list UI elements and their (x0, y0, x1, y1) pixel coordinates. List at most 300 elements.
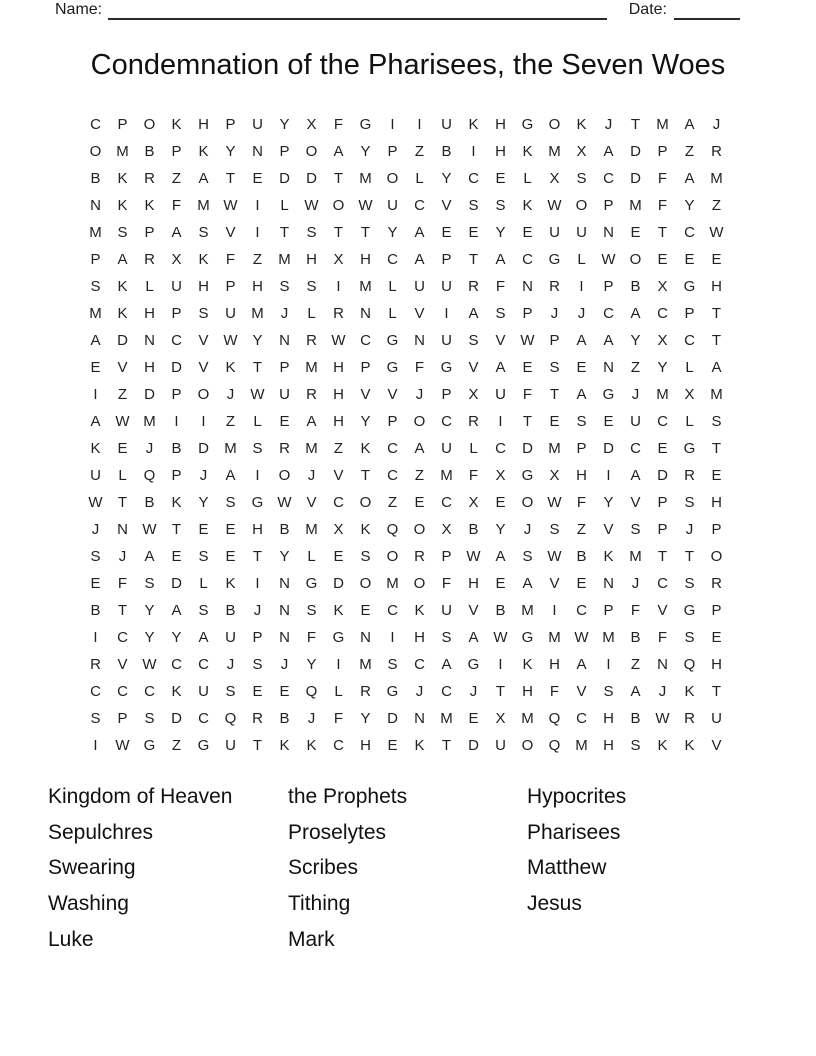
grid-letter: C (684, 224, 695, 241)
grid-letter: P (117, 710, 128, 727)
grid-letter: B (468, 521, 479, 538)
word-list-item: Scribes (288, 856, 359, 880)
grid-letter: B (495, 602, 506, 619)
grid-letter: S (306, 602, 317, 619)
grid-letter: R (711, 143, 722, 160)
grid-letter: E (711, 251, 722, 268)
grid-letter: P (225, 116, 236, 133)
grid-letter: U (576, 224, 587, 241)
grid-letter: M (386, 575, 399, 592)
grid-letter: A (414, 251, 425, 268)
grid-letter: M (359, 170, 372, 187)
grid-letter: N (279, 602, 290, 619)
grid-letter: E (495, 494, 506, 511)
grid-letter: E (252, 683, 263, 700)
grid-letter: S (117, 224, 128, 241)
grid-letter: V (306, 494, 317, 511)
grid-letter: Z (576, 521, 587, 538)
grid-letter: R (414, 548, 425, 565)
grid-letter: M (359, 278, 372, 295)
grid-letter: W (304, 197, 319, 214)
grid-letter: E (225, 521, 236, 538)
grid-letter: W (142, 656, 157, 673)
grid-letter: C (387, 440, 398, 457)
grid-letter: F (306, 629, 317, 646)
grid-letter: F (468, 467, 479, 484)
grid-letter: V (630, 494, 641, 511)
grid-letter: A (198, 629, 209, 646)
grid-letter: P (603, 278, 614, 295)
grid-letter: O (413, 521, 426, 538)
grid-letter: A (576, 386, 587, 403)
grid-letter: W (493, 629, 508, 646)
grid-letter: K (306, 737, 317, 754)
grid-letter: T (657, 548, 668, 565)
grid-letter: Y (441, 170, 452, 187)
grid-letter: G (251, 494, 264, 511)
word-list-item: the Prophets (288, 785, 408, 808)
grid-letter: M (359, 656, 372, 673)
grid-letter: C (684, 332, 695, 349)
grid-letter: A (441, 656, 452, 673)
grid-letter: O (575, 197, 588, 214)
grid-letter: F (333, 710, 344, 727)
grid-letter: F (414, 359, 425, 376)
grid-letter: P (657, 494, 668, 511)
header (55, 0, 740, 20)
word-list (48, 779, 796, 958)
grid-letter: U (711, 710, 722, 727)
grid-letter: V (117, 359, 128, 376)
grid-letter: C (387, 251, 398, 268)
grid-letter: L (118, 467, 127, 484)
grid-letter: F (117, 575, 128, 592)
grid-letter: O (386, 548, 399, 565)
grid-letter: C (387, 467, 398, 484)
grid-letter: U (414, 278, 425, 295)
grid-letter: I (579, 278, 584, 295)
grid-letter: I (417, 116, 422, 133)
grid-letter: C (657, 413, 668, 430)
grid-letter: V (333, 467, 344, 484)
grid-letter: K (333, 602, 344, 619)
grid-letter: M (89, 224, 102, 241)
grid-letter: F (630, 602, 641, 619)
grid-letter: D (171, 359, 182, 376)
grid-letter: A (630, 467, 641, 484)
grid-letter: R (468, 278, 479, 295)
grid-letter: T (522, 413, 533, 430)
grid-letter: C (576, 602, 587, 619)
grid-letter: V (468, 359, 479, 376)
grid-letter: A (90, 413, 101, 430)
grid-letter: J (307, 710, 316, 727)
grid-letter: K (171, 494, 182, 511)
grid-letter: F (522, 386, 533, 403)
grid-letter: D (603, 440, 614, 457)
grid-letter: P (279, 143, 290, 160)
grid-letter: A (684, 116, 695, 133)
grid-letter: B (171, 440, 182, 457)
grid-letter: L (469, 440, 478, 457)
grid-letter: H (603, 710, 614, 727)
grid-letter: S (576, 413, 587, 430)
grid-letter: A (144, 548, 155, 565)
grid-letter: M (656, 386, 669, 403)
grid-letter: C (468, 170, 479, 187)
grid-letter: V (576, 683, 587, 700)
grid-letter: T (495, 683, 506, 700)
grid-letter: P (144, 224, 155, 241)
grid-letter: V (225, 224, 236, 241)
grid-letter: Z (225, 413, 236, 430)
grid-letter: P (279, 359, 290, 376)
grid-letter: L (577, 251, 586, 268)
grid-letter: K (522, 197, 533, 214)
grid-letter: L (334, 683, 343, 700)
grid-letter: U (225, 629, 236, 646)
grid-letter: P (171, 143, 182, 160)
grid-letter: D (387, 710, 398, 727)
grid-letter: I (255, 224, 260, 241)
grid-letter: W (547, 494, 562, 511)
grid-letter: X (171, 251, 182, 268)
grid-letter: I (93, 737, 98, 754)
grid-letter: K (225, 359, 236, 376)
grid-letter: E (171, 548, 182, 565)
grid-letter: X (468, 494, 479, 511)
grid-letter: B (279, 710, 290, 727)
grid-letter: R (306, 332, 317, 349)
grid-letter: H (360, 251, 371, 268)
grid-letter: V (414, 305, 425, 322)
grid-letter: H (414, 629, 425, 646)
grid-letter: L (199, 575, 208, 592)
grid-letter: I (93, 629, 98, 646)
grid-letter: J (91, 521, 100, 538)
grid-letter: U (441, 440, 452, 457)
grid-letter: S (306, 224, 317, 241)
grid-letter: Z (252, 251, 263, 268)
grid-letter: Y (495, 224, 506, 241)
word-list-item: Hypocrites (527, 785, 627, 808)
grid-letter: K (198, 251, 209, 268)
word-list-item: Matthew (527, 856, 607, 880)
grid-letter: E (387, 737, 398, 754)
grid-letter: M (521, 710, 534, 727)
grid-letter: W (547, 197, 562, 214)
grid-letter: J (199, 467, 208, 484)
grid-letter: C (495, 440, 506, 457)
grid-letter: J (631, 575, 640, 592)
grid-letter: U (198, 683, 209, 700)
grid-letter: K (198, 143, 209, 160)
grid-letter: I (336, 278, 341, 295)
grid-letter: Q (548, 710, 561, 727)
grid-letter: M (629, 197, 642, 214)
grid-letter: R (144, 251, 155, 268)
grid-letter: K (117, 170, 128, 187)
grid-letter: R (684, 710, 695, 727)
grid-letter: P (603, 197, 614, 214)
grid-letter: M (305, 521, 318, 538)
grid-letter: X (333, 521, 344, 538)
grid-letter: S (90, 710, 101, 727)
grid-letter: S (198, 305, 209, 322)
grid-letter: H (495, 143, 506, 160)
grid-letter: C (198, 656, 209, 673)
grid-letter: N (522, 278, 533, 295)
grid-letter: R (252, 710, 263, 727)
grid-letter: E (495, 170, 506, 187)
grid-letter: C (441, 413, 452, 430)
grid-letter: M (575, 737, 588, 754)
grid-letter: Z (387, 494, 398, 511)
grid-letter: B (279, 521, 290, 538)
grid-letter: F (441, 575, 452, 592)
grid-letter: B (630, 710, 641, 727)
grid-letter: T (684, 548, 695, 565)
grid-letter: I (471, 143, 476, 160)
grid-letter: J (604, 116, 613, 133)
grid-letter: Q (548, 737, 561, 754)
grid-letter: K (414, 737, 425, 754)
grid-letter: T (711, 440, 722, 457)
grid-letter: S (360, 548, 371, 565)
grid-letter: H (603, 737, 614, 754)
grid-letter: C (387, 602, 398, 619)
grid-letter: E (90, 575, 101, 592)
grid-letter: A (495, 548, 506, 565)
grid-letter: T (225, 170, 236, 187)
grid-letter: Y (387, 224, 398, 241)
grid-letter: V (711, 737, 722, 754)
grid-letter: W (331, 332, 346, 349)
grid-letter: A (306, 413, 317, 430)
grid-letter: B (90, 170, 101, 187)
grid-letter: G (197, 737, 210, 754)
grid-letter: S (90, 548, 101, 565)
grid-letter: J (226, 386, 235, 403)
grid-letter: V (657, 602, 668, 619)
grid-letter: Y (630, 332, 641, 349)
grid-letter: T (252, 737, 263, 754)
grid-letter: P (522, 305, 533, 322)
grid-letter: H (144, 305, 155, 322)
grid-letter: F (657, 197, 668, 214)
grid-letter: E (603, 413, 614, 430)
grid-letter: N (360, 629, 371, 646)
grid-letter: T (279, 224, 290, 241)
grid-letter: R (333, 305, 344, 322)
grid-letter: N (657, 656, 668, 673)
grid-letter: J (550, 305, 559, 322)
grid-letter: S (198, 602, 209, 619)
grid-letter: D (522, 440, 533, 457)
grid-letter: U (252, 116, 263, 133)
grid-letter: W (547, 548, 562, 565)
grid-letter: M (440, 467, 453, 484)
grid-letter: Q (224, 710, 237, 727)
grid-letter: T (657, 224, 668, 241)
grid-letter: M (521, 602, 534, 619)
grid-letter: A (495, 251, 506, 268)
grid-letter: W (223, 197, 238, 214)
grid-letter: C (333, 737, 344, 754)
puzzle-title: Condemnation of the Pharisees, the Seven Woes (90, 49, 726, 81)
grid-letter: Y (657, 359, 668, 376)
grid-letter: B (630, 629, 641, 646)
grid-letter: Q (386, 521, 399, 538)
grid-letter: O (278, 467, 291, 484)
grid-letter: C (90, 116, 101, 133)
grid-letter: D (468, 737, 479, 754)
grid-letter: T (252, 359, 263, 376)
grid-letter: P (657, 521, 668, 538)
grid-letter: H (549, 656, 560, 673)
grid-letter: H (333, 359, 344, 376)
grid-letter: A (171, 224, 182, 241)
grid-letter: L (685, 413, 694, 430)
grid-letter: J (307, 467, 316, 484)
grid-letter: P (711, 521, 722, 538)
grid-letter: A (414, 440, 425, 457)
grid-letter: W (277, 494, 292, 511)
grid-letter: R (360, 683, 371, 700)
grid-letter: O (521, 494, 534, 511)
grid-letter: I (390, 629, 395, 646)
grid-letter: K (117, 305, 128, 322)
grid-letter: V (603, 521, 614, 538)
grid-letter: S (549, 521, 560, 538)
grid-letter: E (252, 170, 263, 187)
grid-letter: K (90, 440, 101, 457)
grid-letter: K (171, 683, 182, 700)
grid-letter: X (549, 170, 560, 187)
grid-letter: Y (252, 332, 263, 349)
grid-letter: A (171, 602, 182, 619)
grid-letter: T (441, 737, 452, 754)
grid-letter: R (306, 386, 317, 403)
grid-letter: E (198, 521, 209, 538)
grid-letter: K (468, 116, 479, 133)
grid-letter: R (90, 656, 101, 673)
grid-letter: U (495, 737, 506, 754)
grid-letter: V (117, 656, 128, 673)
grid-letter: J (631, 386, 640, 403)
grid-letter: A (630, 683, 641, 700)
grid-letter: A (711, 359, 722, 376)
grid-letter: Z (630, 656, 641, 673)
date-label: Date: (628, 1, 667, 18)
grid-letter: J (658, 683, 667, 700)
grid-letter: E (279, 683, 290, 700)
grid-letter: T (711, 332, 722, 349)
grid-letter: X (657, 278, 668, 295)
grid-letter: L (523, 170, 532, 187)
grid-letter: X (549, 467, 560, 484)
grid-letter: S (198, 548, 209, 565)
grid-letter: G (386, 332, 399, 349)
grid-letter: P (603, 602, 614, 619)
grid-letter: N (603, 575, 614, 592)
grid-letter: G (683, 278, 696, 295)
grid-letter: T (171, 521, 182, 538)
grid-letter: D (630, 170, 641, 187)
grid-letter: H (468, 575, 479, 592)
grid-letter: E (711, 467, 722, 484)
grid-letter: K (360, 521, 371, 538)
grid-letter: J (280, 305, 289, 322)
grid-letter: S (711, 413, 722, 430)
grid-letter: U (279, 386, 290, 403)
grid-letter: S (144, 710, 155, 727)
grid-letter: N (144, 332, 155, 349)
grid-letter: P (684, 305, 695, 322)
grid-letter: N (117, 521, 128, 538)
grid-letter: I (336, 656, 341, 673)
grid-letter: K (171, 116, 182, 133)
word-list-column-2 (288, 779, 527, 958)
name-label: Name: (55, 1, 103, 18)
word-list-item: Washing (48, 892, 129, 916)
grid-letter: Y (360, 710, 371, 727)
grid-letter: K (279, 737, 290, 754)
grid-letter: H (306, 251, 317, 268)
grid-letter: H (333, 386, 344, 403)
grid-letter: Z (117, 386, 128, 403)
grid-letter: Q (683, 656, 696, 673)
grid-letter: S (144, 575, 155, 592)
grid-letter: V (495, 332, 506, 349)
grid-letter: H (360, 737, 371, 754)
grid-letter: C (171, 656, 182, 673)
grid-letter: U (549, 224, 560, 241)
grid-letter: U (441, 116, 452, 133)
grid-letter: O (89, 143, 102, 160)
grid-letter: U (495, 386, 506, 403)
grid-letter: K (117, 197, 128, 214)
grid-letter: C (441, 494, 452, 511)
grid-letter: K (657, 737, 668, 754)
word-search-grid (82, 111, 730, 759)
grid-letter: K (576, 116, 587, 133)
grid-letter: R (684, 467, 695, 484)
grid-letter: N (360, 305, 371, 322)
grid-letter: M (656, 116, 669, 133)
grid-letter: D (657, 467, 668, 484)
grid-letter: G (521, 467, 534, 484)
grid-letter: J (253, 602, 262, 619)
grid-letter: B (90, 602, 101, 619)
grid-letter: P (441, 251, 452, 268)
grid-letter: Q (305, 683, 318, 700)
grid-letter: U (441, 602, 452, 619)
grid-letter: P (171, 305, 182, 322)
grid-letter: C (657, 575, 668, 592)
grid-letter: J (685, 521, 694, 538)
grid-letter: C (90, 683, 101, 700)
name-blank-line (108, 3, 607, 20)
grid-letter: F (333, 116, 344, 133)
grid-letter: P (252, 629, 263, 646)
grid-letter: H (198, 116, 209, 133)
grid-letter: P (171, 467, 182, 484)
grid-letter: T (117, 494, 128, 511)
grid-letter: M (89, 305, 102, 322)
grid-letter: E (684, 251, 695, 268)
grid-letter: A (522, 575, 533, 592)
